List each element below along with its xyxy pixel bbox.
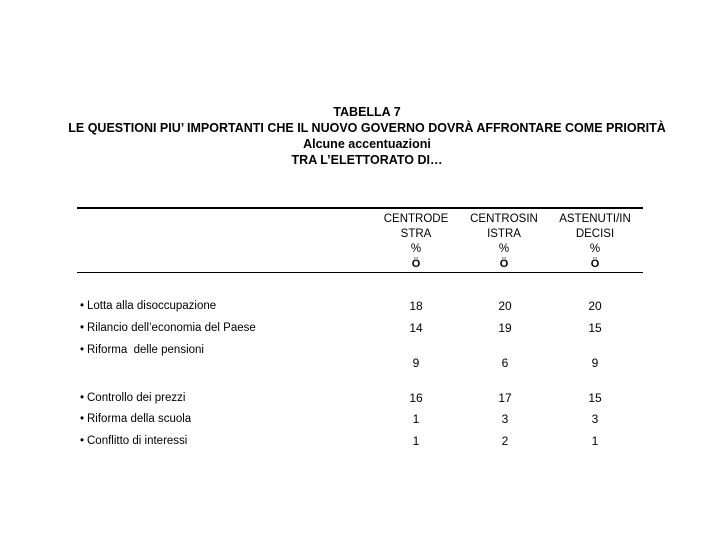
table-cell: 15 (588, 391, 602, 405)
table-cell: 3 (591, 412, 599, 426)
column-header-unit: % (410, 243, 422, 255)
table-row-label (80, 321, 256, 335)
bullet: • (80, 300, 85, 312)
table-cell: 3 (501, 412, 509, 426)
column-header-astenuti (555, 212, 635, 272)
table-cell: 9 (591, 356, 599, 370)
table-cell: 17 (498, 391, 512, 405)
table-cell: 6 (501, 356, 509, 370)
title-line-1: TABELLA 7 (333, 105, 401, 119)
column-header-centrosinistra (464, 212, 544, 272)
table-title (0, 104, 720, 168)
column-header-unit: % (589, 243, 601, 255)
title-line-4: TRA L’ELETTORATO DI… (291, 153, 443, 167)
table-row-label (80, 391, 185, 405)
table-row-label (80, 299, 216, 313)
column-header-line-2: ISTRA (487, 228, 521, 240)
table-cell: 1 (591, 434, 599, 448)
table-cell: 14 (409, 321, 423, 335)
row-label-text: Rilancio dell’economia del Paese (87, 322, 256, 334)
column-header-symbol: Ö (499, 258, 509, 270)
table-cell: 15 (588, 321, 602, 335)
table-top-rule (77, 207, 643, 209)
row-label-text: Conflitto di interessi (87, 435, 188, 447)
bullet: • (80, 392, 85, 404)
bullet: • (80, 435, 85, 447)
column-header-line-2: STRA (400, 228, 432, 240)
title-line-3: Alcune accentuazioni (303, 137, 431, 151)
row-label-text: Lotta alla disoccupazione (87, 300, 217, 312)
table-cell: 20 (588, 299, 602, 313)
column-header-line-1: CENTROSIN (470, 213, 538, 225)
bullet: • (80, 344, 85, 356)
column-header-line-1: ASTENUTI/IN (559, 213, 631, 225)
column-header-symbol: Ö (411, 258, 421, 270)
table-cell: 18 (409, 299, 423, 313)
table-row-label (80, 412, 191, 426)
table-cell: 2 (501, 434, 509, 448)
column-header-symbol: Ö (590, 258, 600, 270)
table-cell: 19 (498, 321, 512, 335)
table-cell: 9 (412, 356, 420, 370)
table-row-label (80, 343, 204, 357)
row-label-text: Riforma della scuola (87, 413, 192, 425)
table-cell: 1 (412, 434, 420, 448)
column-header-unit: % (498, 243, 510, 255)
column-header-line-2: DECISI (575, 228, 615, 240)
row-label-text: Controllo dei prezzi (87, 392, 186, 404)
table-cell: 20 (498, 299, 512, 313)
title-line-2: LE QUESTIONI PIU’ IMPORTANTI CHE IL NUOVO GOVERNO DOVRÀ AFFRONTARE COME PRIORITÀ (68, 121, 666, 135)
bullet: • (80, 322, 85, 334)
row-label-text: Riforma delle pensioni (87, 344, 204, 356)
table-header-rule (77, 272, 643, 273)
table-row-label (80, 434, 187, 448)
column-header-centrodestra (376, 212, 456, 272)
bullet: • (80, 413, 85, 425)
table-cell: 16 (409, 391, 423, 405)
column-header-line-1: CENTRODE (383, 213, 449, 225)
table-cell: 1 (412, 412, 420, 426)
